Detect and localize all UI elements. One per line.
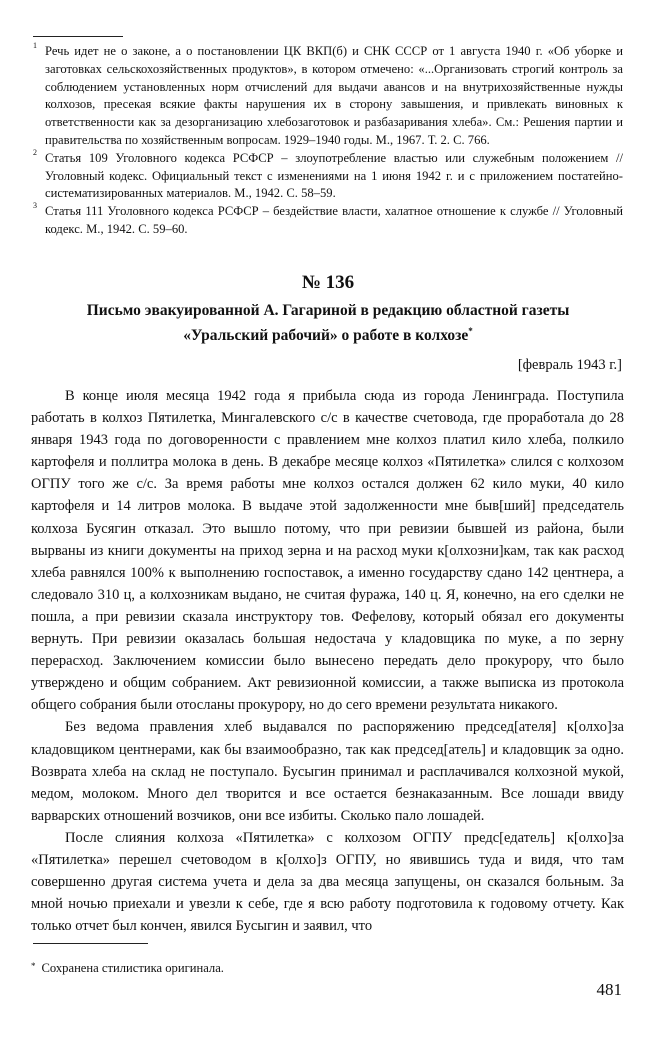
footnote-mark: 1 [33,41,37,50]
body-paragraph: После слияния колхоза «Пятилетка» с колхозом ОГПУ предс[едатель] к[олхо]за «Пятилетка» перешел счетоводом в к[олхо]з ОГПУ, но явившись туда и видя, что там совершенно другая система учета и дела за два месяца запущены, он сказался больным. За мной ночью приехали и увезли к себе, где я всю работу подготовила к годовому отчету. Как только отчет был кончен, явился Бусыгин и заявил, что [31,829,624,935]
footnote-mark: 3 [33,201,37,211]
bottom-footnote [31,958,224,976]
page-number: 481 [596,980,622,999]
footnote-1 [33,43,623,150]
body-paragraph: В конце июля месяца 1942 года я прибыла сюда из города Ленинграда. Поступила работать в колхоз Пятилетка, Мингалевского с/с в качестве счетовода, где проработала до 28 января 1943 года по договоренности с правлением мне колхоз платил кило хлеба, полкило картофеля и поллитра молока в день. В декабре месяце колхоз «Пятилетка» слился с колхозом ОГПУ того же с/с. За время работы мне колхоз остался должен 62 кило муки, 40 кило картофеля и 14 литров молока. В выдаче этой задолженности мне быв[ший] председатель колхоза Бусягин отказал. Это вышло потому, что при ревизии бывшей из района, были вырваны из книги документы на приход зерна и на расход муки к[олхозни]кам, так как расход хлеба равнялся 100% к выполнению госпоставок, а именно государству сдано 142 центнера, а следовало 310 ц, а колхозникам выдано, не считая фуража, 140 ц. Я, конечно, на его сделки не пошла, а при ревизии сказала инструктору тов. Фефелову, который обязал его документы вернуть. При ревизии оказалась большая недостача у кладовщика по муке, а по зерну перерасход. Заключением комиссии было вынесено передать дело прокурору, что было утверждено и общим собранием. Акт ревизионной комиссии, а также выписка из протокола общего собрания были отосланы прокурору, но до сего времени результата никакого. [31,388,624,714]
footnote-mark: 2 [33,147,37,157]
footnote-text: Статья 109 Уголовного кодекса РСФСР – злоупотребление властью или служебным положением // Уголовный кодекс. Официальный текст с изменениями на 1 июня 1942 г. и с приложением постатейно-систематизированных материалов. М., 1942. С. 58–59. [45,150,623,201]
footnote-divider-bottom [33,943,148,944]
footnote-3 [33,203,623,239]
bottom-footnote-mark: * [31,961,36,971]
document-body [31,385,624,937]
body-paragraph: Без ведома правления хлеб выдавался по распоряжению председ[ателя] к[олхо]за кладовщиком центнерами, как бы взаимообразно, так как председ[атель] и кладовщик за одно. Возврата хлеба на склад не поступало. Бусыгин принимал и расплачивался колхозной мукой, медом, молоком. Много дел творится и все остается безнаказанным. Все лошади ввиду варварских отношений возчиков, они все избиты. Сколько пало лошадей. [31,719,624,824]
document-title-text: Письмо эвакуированной А. Гагариной в редакцию областной газеты «Уральский рабочий» о работе в колхозе [86,302,570,345]
document-number: № 136 [301,272,355,293]
footnote-2 [33,147,623,203]
footnote-text: Статья 111 Уголовного кодекса РСФСР – бездействие власти, халатное отношение к службе // Уголовный кодекс. М., 1942. С. 59–60. [45,204,623,236]
footnote-text: Речь идет не о законе, а о постановлении ЦК ВКП(б) и СНК СССР от 1 августа 1940 г. «Об уборке и заготовках сельскохозяйственных продуктов», в котором отмечено: «...Организовать строгий контроль за соблюдением установленных норм отчислений для выдачи авансов и на внутрихозяйственные нужды колхозов, пресекая всякие факты нарушения их в сторону завышения, и привлекать виновных к ответственности как за дезорганизацию хлебозаготовок и разбазаривания хлеба». См.: Решения партии и правительства по хозяйственным вопросам. 1929–1940 годы. М., 1967. Т. 2. С. 766. [45,44,623,147]
document-date: [февраль 1943 г.] [517,357,622,373]
footnotes-list [33,43,623,239]
document-title-footnote-mark: * [468,326,473,336]
footnote-divider-top [33,36,123,37]
document-title [48,300,608,346]
bottom-footnote-text: Сохранена стилистика оригинала. [41,961,224,975]
